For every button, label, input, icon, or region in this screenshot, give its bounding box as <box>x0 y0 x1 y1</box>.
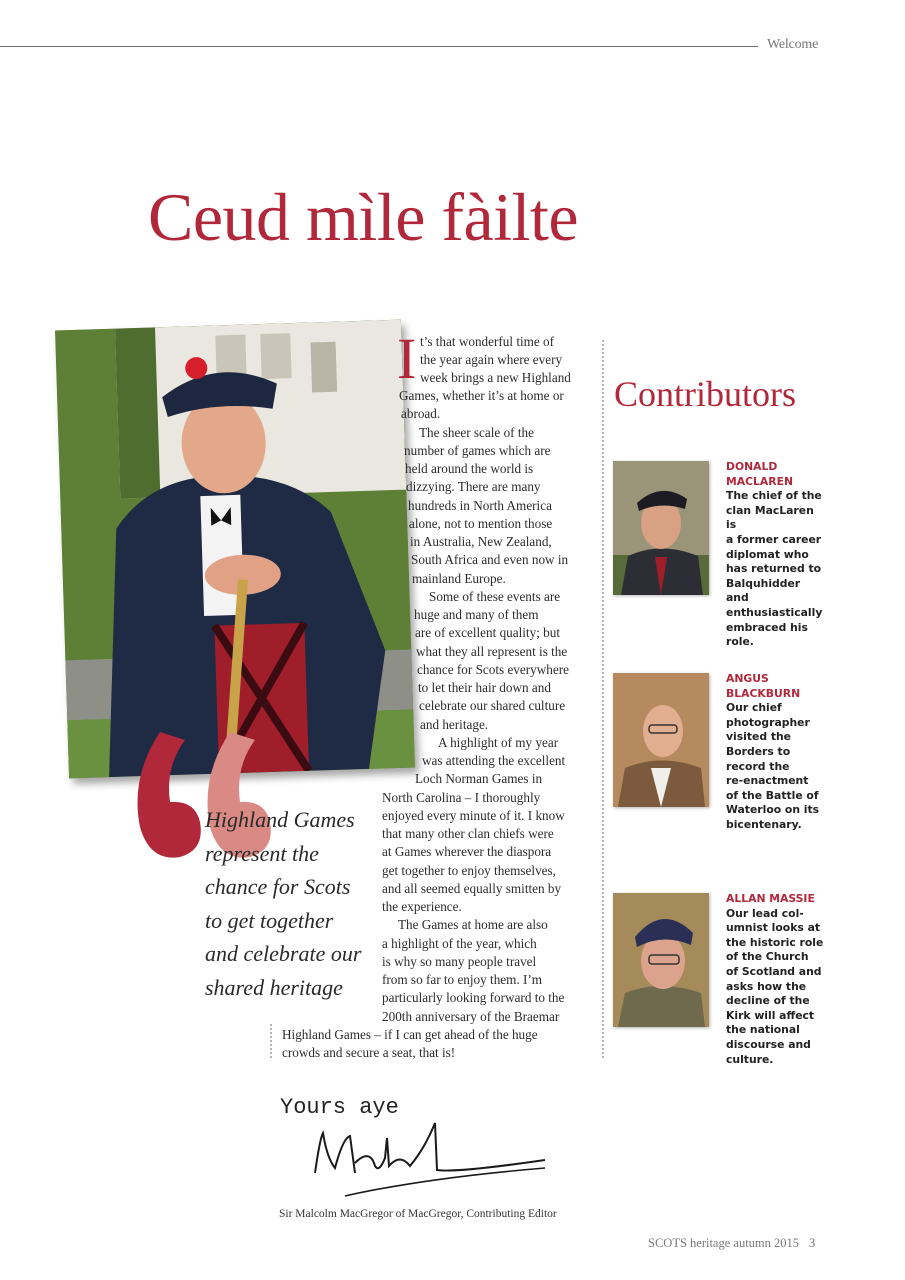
header-rule <box>0 46 758 47</box>
pull-quote-line: to get together <box>205 907 334 933</box>
page-number: 3 <box>809 1236 816 1250</box>
article-line: North Carolina – I thoroughly <box>382 790 541 805</box>
contributor-bio-line: clan MacLaren is <box>726 503 814 532</box>
pull-quote <box>205 803 380 1004</box>
contributor-bio-line: Kirk will affect <box>726 1008 815 1022</box>
article-line: celebrate our shared culture <box>419 698 566 713</box>
section-label: Welcome <box>767 37 819 52</box>
article-line: Loch Norman Games in <box>415 771 543 786</box>
contributor-name: ANGUS <box>726 672 769 685</box>
pull-quote-line: and celebrate our <box>205 941 362 966</box>
magazine-name: SCOTS heritage autumn 2015 <box>648 1236 800 1250</box>
article-line: t’s that wonderful time of <box>420 334 555 349</box>
contributor-bio-line: a former career <box>726 532 822 546</box>
article-line: crowds and secure a seat, that is! <box>282 1045 456 1060</box>
article-line: the year again where every <box>420 352 563 367</box>
contributor-bio-line: bicentenary. <box>726 817 802 831</box>
article-line: Games, whether it’s at home or <box>399 388 564 403</box>
article-line: in Australia, New Zealand, <box>410 534 552 549</box>
pull-quote-line: represent the <box>205 840 319 866</box>
article-line: to let their hair down and <box>418 680 551 695</box>
contributor-photo <box>613 461 709 595</box>
contributor-bio-line: discourse and <box>726 1037 811 1051</box>
contributor-bio-line: photographer <box>726 715 810 729</box>
article-line: a highlight of the year, which <box>382 936 537 951</box>
article-line: huge and many of them <box>414 607 539 622</box>
article-line: South Africa and even now in <box>411 552 569 567</box>
contributor-name: ALLAN MASSIE <box>726 892 815 905</box>
article-line: Some of these events are <box>429 589 561 604</box>
contributor-bio-line: The chief of the <box>726 489 822 503</box>
svg-text:Yours aye: Yours aye <box>280 1095 399 1120</box>
article-line: dizzying. There are many <box>406 479 541 494</box>
contributor-name: BLACKBURN <box>726 686 801 700</box>
article-line: enjoyed every minute of it. I know <box>382 808 565 823</box>
contributor-bio-line: diplomat who <box>726 547 809 561</box>
article-line: and all seemed equally smitten by <box>382 881 562 896</box>
contributor-bio-line: of Scotland and <box>726 964 822 978</box>
contributor-bio-line: record the <box>726 759 790 773</box>
contributor-bio-line: of the Battle of <box>726 788 819 802</box>
article-line: what they all represent is the <box>416 644 568 659</box>
signature-image <box>275 1078 575 1208</box>
contributor-bio-line: embraced his <box>726 620 808 634</box>
article-line: is why so many people travel <box>382 954 537 969</box>
contributor-bio-line: role. <box>726 635 754 649</box>
pull-quote-line: chance for Scots <box>205 874 351 899</box>
article-line: alone, not to mention those <box>409 516 553 531</box>
contributor-bio-line: has returned to <box>726 562 822 576</box>
article-line: 200th anniversary of the Braemar <box>382 1009 560 1024</box>
contributor-bio-line: Borders to <box>726 744 791 758</box>
contributor-bio-line: the national <box>726 1023 800 1037</box>
contributor-bio <box>726 892 826 1067</box>
contributor-bio <box>726 460 826 650</box>
article-line: get together to enjoy themselves, <box>382 863 556 878</box>
contributor-photo <box>613 673 709 807</box>
article-line: Highland Games – if I can get ahead of the huge <box>282 1027 538 1042</box>
article-line: that many other clan chiefs were <box>382 826 554 841</box>
article-line: held around the world is <box>405 461 534 476</box>
contributor-bio <box>726 672 826 833</box>
contributor-bio-line: Balquhidder and <box>726 576 801 605</box>
article-line: are of excellent quality; but <box>415 625 561 640</box>
article-line: week brings a new Highland <box>420 370 571 385</box>
contributor-name: DONALD <box>726 460 778 473</box>
page-footer <box>648 1236 815 1251</box>
contributor-bio-line: of the Church <box>726 950 809 964</box>
contributor-bio-line: decline of the <box>726 994 810 1008</box>
contributor-bio-line: umnist looks at <box>726 921 821 935</box>
contributor-photo <box>613 893 709 1027</box>
contributor-bio-line: Our lead col- <box>726 906 804 920</box>
drop-cap: I <box>397 326 417 391</box>
pull-quote-line: Highland Games <box>205 807 355 832</box>
article-line: abroad. <box>401 406 441 421</box>
article-line: A highlight of my year <box>438 735 559 750</box>
article-line: The sheer scale of the <box>419 425 534 440</box>
article-line: the experience. <box>382 899 462 914</box>
column-divider <box>602 340 604 1058</box>
signature-caption: Sir Malcolm MacGregor of MacGregor, Contributing Editor <box>279 1208 557 1220</box>
article-line: mainland Europe. <box>412 571 506 586</box>
contributor-name: MACLAREN <box>726 474 793 488</box>
pull-quote-line: shared heritage <box>205 974 343 1000</box>
column-divider <box>270 1024 272 1058</box>
article-line: at Games wherever the diaspora <box>382 844 552 859</box>
contributors-heading: Contributors <box>614 374 797 414</box>
contributor-bio-line: the historic role <box>726 935 824 949</box>
contributor-bio-line: Our chief <box>726 701 782 715</box>
article-line: and heritage. <box>420 717 489 732</box>
contributor-bio-line: re-enactment <box>726 774 809 788</box>
article-line: from so far to enjoy them. I’m <box>382 972 543 987</box>
article-line: particularly looking forward to the <box>382 990 565 1005</box>
article-line: number of games which are <box>404 443 551 458</box>
contributor-bio-line: Waterloo on its <box>726 803 820 817</box>
contributor-bio-line: enthusiastically <box>726 605 823 619</box>
article-line: was attending the excellent <box>422 753 566 768</box>
clan-chief-photo <box>55 320 415 779</box>
contributor-bio-line: asks how the <box>726 979 807 993</box>
contributor-bio-line: culture. <box>726 1052 774 1066</box>
article-line: hundreds in North America <box>408 498 552 513</box>
page-headline: Ceud mìle fàilte <box>148 179 579 255</box>
article-line: chance for Scots everywhere <box>417 662 569 677</box>
article-line: The Games at home are also <box>398 917 548 932</box>
contributor-bio-line: visited the <box>726 730 792 744</box>
